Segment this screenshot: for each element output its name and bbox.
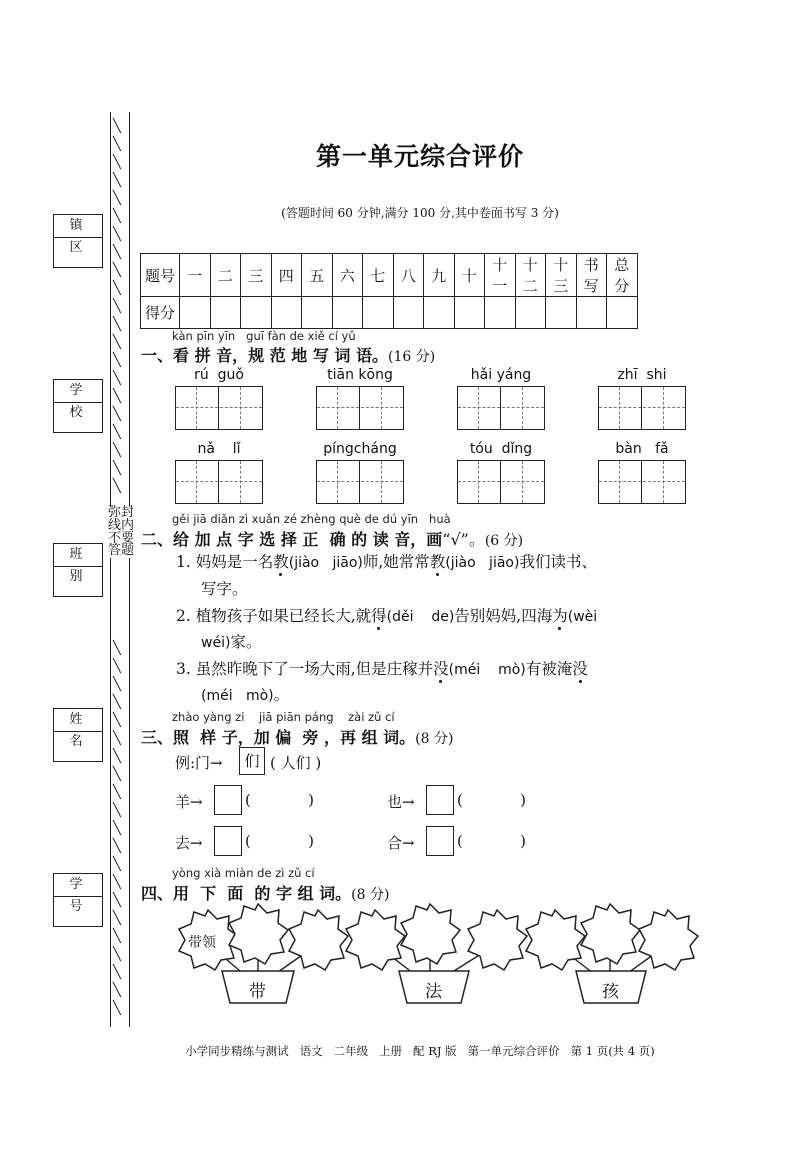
score-header-cell: 总分 [607, 254, 638, 297]
word-pinyin: hǎi yáng [470, 367, 532, 383]
question-text: 告别妈妈,四海 [454, 607, 553, 625]
radical-item: 也→ [387, 793, 415, 811]
question-text: 我们读书、 [519, 553, 597, 571]
pinyin-choice[interactable]: (wèi [567, 609, 598, 625]
example-star-word: 带领 [188, 935, 216, 951]
pinyin-choice[interactable]: (děi de) [386, 609, 455, 625]
section3-title: 三、照 样 子，加 偏 旁 ，再 组 词。 [141, 728, 416, 747]
score-header-cell: 九 [424, 254, 455, 297]
info-box-label: 镇区 [54, 215, 102, 238]
dotted-char: 教 [273, 553, 289, 571]
info-box-label: 姓名 [54, 709, 102, 732]
section2-mark: “√”。 [442, 530, 485, 549]
score-header-cell: 十二 [515, 254, 546, 297]
question-2-1-line2: 写字。 [201, 580, 248, 598]
score-header-cell: 八 [393, 254, 424, 297]
question-text: 。 [273, 686, 290, 704]
word-star[interactable] [401, 904, 460, 964]
word-pinyin: tóu dǐng [469, 441, 533, 457]
pot-char: 孩 [602, 982, 619, 1002]
section2-points: (6 分) [484, 533, 524, 549]
binding-slashes-top: ╲ ╲ ╲ ╲ ╲ ╲ ╲ ╲ ╲ ╲ ╲ ╲ ╲ ╲ ╲ ╲ ╲ ╲ ╲ ╲ ╲ [113, 119, 121, 494]
page-subtitle: (答题时间 60 分钟,满分 100 分,其中卷面书写 3 分) [281, 206, 559, 220]
section2-title: 二、给 加 点 字 选 择 正 确 的 读 音，画 [141, 530, 443, 549]
section1-points: (16 分) [388, 349, 436, 365]
section4-title: 四、用 下 面 的 字 组 词。 [141, 884, 352, 903]
section1-title: 一、看 拼 音，规 范 地 写 词 语。 [141, 346, 388, 365]
word-star[interactable] [639, 910, 698, 970]
score-header-cell: 二 [210, 254, 241, 297]
question-text: 家。 [230, 633, 262, 651]
example-prefix: 例:门→ [175, 754, 223, 772]
word-star[interactable] [581, 904, 640, 964]
seal-notice: 弥封线内不要答题 [108, 505, 135, 559]
section2-pinyin: gěi jiā diǎn zì xuǎn zé zhèng què de dú yīn huà [172, 512, 451, 526]
pinyin-choice[interactable]: (jiào jiāo) [288, 555, 363, 571]
section1-pinyin: kàn pīn yīn guī fàn de xiě cí yǔ [172, 329, 356, 343]
example-char: 们 [244, 752, 260, 770]
question-text: 2. 植物孩子如果已经长大,就 [176, 607, 372, 625]
page-title: 第一单元综合评价 [315, 142, 524, 171]
info-box-label: 班别 [54, 544, 102, 567]
question-text: 3. 虽然昨晚下了一场大雨,但是庄稼并 [176, 660, 434, 678]
score-header-cell: 七 [363, 254, 394, 297]
word-star[interactable] [289, 910, 348, 970]
question-text: 有被淹 [525, 660, 573, 678]
score-header-cell: 三 [241, 254, 272, 297]
dotted-char: 教 [429, 553, 446, 571]
word-answer-blank[interactable]: ( ) [457, 832, 526, 850]
dotted-char: 没 [433, 660, 449, 678]
section4-points: (8 分) [351, 887, 390, 903]
dotted-char: 得 [371, 607, 387, 625]
score-header-cell: 六 [332, 254, 363, 297]
page-footer: 小学同步精练与测试 语文 二年级 上册 配 RJ 版 第一单元综合评价 第 1 页(共 4 页) [185, 1044, 655, 1058]
word-star[interactable] [468, 910, 527, 970]
radical-item: 去→ [175, 834, 203, 852]
radical-item: 羊→ [175, 793, 203, 811]
word-answer-blank[interactable]: ( ) [245, 791, 314, 809]
word-pinyin: píngcháng [323, 441, 397, 457]
pinyin-choice[interactable]: (méi mò) [201, 688, 274, 704]
radical-item: 合→ [387, 834, 415, 852]
pinyin-choice[interactable]: (jiào jiāo) [445, 555, 520, 571]
pot-char: 法 [425, 982, 442, 1002]
score-header-cell: 十三 [546, 254, 577, 297]
score-header-cell: 十 [454, 254, 485, 297]
section3-pinyin: zhào yàng zi jiā piān páng zài zǔ cí [172, 710, 395, 724]
example-word: ( 人们 ) [270, 754, 322, 772]
word-pinyin: bàn fǎ [615, 441, 669, 457]
word-pinyin: tiān kōng [327, 367, 393, 383]
info-box-label: 学号 [54, 874, 102, 897]
word-pinyin: zhī shi [617, 367, 667, 383]
dotted-char: 没 [572, 660, 588, 678]
score-header-cell: 十一 [485, 254, 516, 297]
word-star[interactable] [229, 904, 288, 964]
question-text: 师,她常常 [362, 553, 430, 571]
section4-pinyin: yòng xià miàn de zì zǔ cí [172, 866, 315, 880]
score-header-cell: 五 [302, 254, 333, 297]
word-answer-blank[interactable]: ( ) [457, 791, 526, 809]
dotted-char: 为 [552, 607, 568, 625]
pinyin-choice[interactable]: (méi mò) [448, 662, 526, 678]
score-header-cell: 四 [271, 254, 302, 297]
word-pinyin: nǎ lǐ [197, 441, 241, 457]
pinyin-choice[interactable]: wéi) [201, 635, 231, 651]
word-answer-blank[interactable]: ( ) [245, 832, 314, 850]
pot-char: 带 [249, 982, 266, 1002]
section3-points: (8 分) [415, 731, 454, 747]
score-row-label: 得分 [141, 297, 180, 329]
score-header-cell: 一 [180, 254, 211, 297]
score-header-cell: 书写 [576, 254, 607, 297]
score-header-cell: 题号 [141, 254, 180, 297]
info-box-label: 学校 [54, 380, 102, 403]
question-text: 1. 妈妈是一名 [176, 553, 274, 571]
word-pinyin: rú guǒ [194, 367, 244, 383]
binding-slashes-bottom: ╲ ╲ ╲ ╲ ╲ ╲ ╲ ╲ ╲ ╲ ╲ ╲ ╲ ╲ ╲ ╲ ╲ ╲ ╲ ╲ ╲ [113, 641, 121, 1016]
